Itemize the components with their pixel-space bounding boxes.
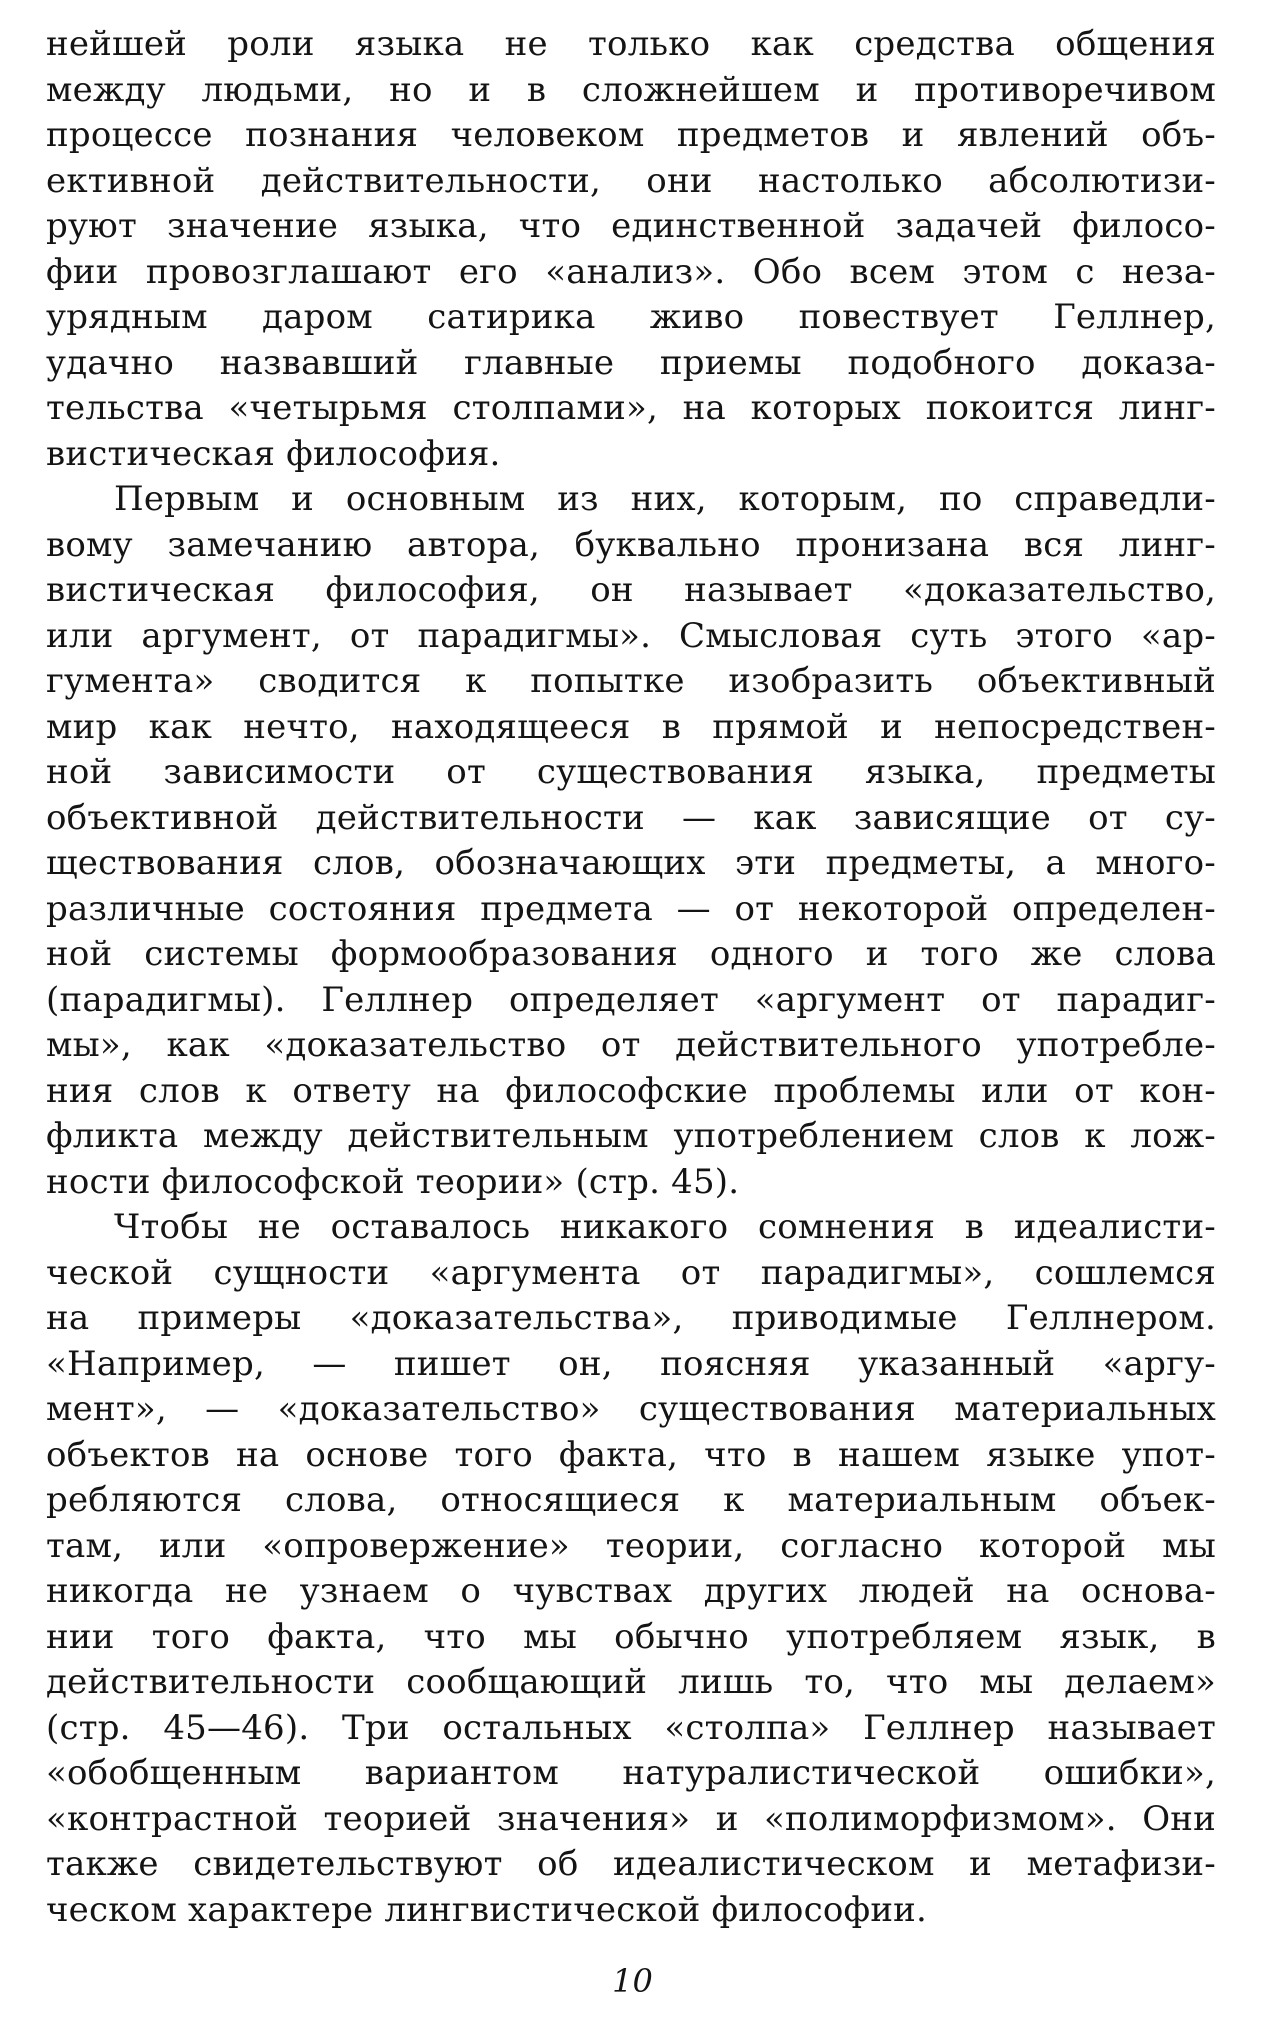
text-line: «контрастной теорией значения» и «полиморфизмом». Они	[46, 1798, 1216, 1839]
text-line: фликта между действительным употреблением слов к лож-	[46, 1116, 1216, 1156]
text-line: (стр. 45—46). Три остальных «столпа» Геллнер называет	[46, 1707, 1216, 1748]
text-line: вистическая философия, он называет «доказательство,	[46, 570, 1216, 610]
text-line: ности философской теории» (стр. 45).	[46, 1161, 740, 1202]
text-line: нии того факта, что мы обычно употребляем язык, в	[46, 1616, 1216, 1657]
text-line: «Например, — пишет он, поясняя указанный «аргу-	[46, 1343, 1216, 1384]
text-line: вистическая философия.	[46, 433, 501, 474]
text-line: ективной действительности, они настолько абсолютизи-	[46, 160, 1216, 201]
text-line: Чтобы не оставалось никакого сомнения в идеалисти-	[114, 1207, 1216, 1247]
text-line: ческом характере лингвистической философии.	[46, 1889, 928, 1930]
text-line: ной системы формообразования одного и того же слова	[46, 934, 1216, 974]
text-line: объектов на основе того факта, что в нашем языке упот-	[46, 1434, 1216, 1475]
text-line: фии провозглашают его «анализ». Обо всем этом с неза-	[46, 251, 1216, 292]
text-line: мир как нечто, находящееся в прямой и непосредствен-	[46, 706, 1216, 747]
text-line: действительности сообщающий лишь то, что мы делаем»	[46, 1662, 1216, 1702]
text-line: ческой сущности «аргумента от парадигмы», сошлемся	[46, 1252, 1216, 1293]
text-line: нейшей роли языка не только как средства общения	[46, 24, 1216, 64]
text-line: также свидетельствуют об идеалистическом и метафизи-	[46, 1844, 1216, 1884]
paragraph-3	[46, 1205, 1216, 1933]
text-line: ребляются слова, относящиеся к материальным объек-	[46, 1480, 1216, 1520]
text-line: руют значение языка, что единственной задачей филосо-	[46, 206, 1216, 246]
text-line: Первым и основным из них, которым, по справедли-	[114, 479, 1216, 519]
text-line: различные состояния предмета — от некоторой определен-	[46, 888, 1216, 929]
paragraph-1	[46, 22, 1216, 477]
text-line: удачно назвавший главные приемы подобного доказа-	[46, 342, 1216, 383]
text-line: там, или «опровержение» теории, согласно которой мы	[46, 1525, 1216, 1566]
text-line: ществования слов, обозначающих эти предметы, а много-	[46, 843, 1216, 883]
text-line: мент», — «доказательство» существования материальных	[46, 1389, 1216, 1429]
text-line: урядным даром сатирика живо повествует Геллнер,	[46, 297, 1216, 337]
text-line: на примеры «доказательства», приводимые Геллнером.	[46, 1298, 1216, 1338]
text-line: тельства «четырьмя столпами», на которых покоится линг-	[46, 388, 1216, 428]
text-line: ной зависимости от существования языка, предметы	[46, 752, 1216, 792]
text-line: «обобщенным вариантом натуралистической ошибки»,	[46, 1753, 1216, 1793]
text-line: (парадигмы). Геллнер определяет «аргумент от парадиг-	[46, 979, 1216, 1020]
text-line: гумента» сводится к попытке изобразить объективный	[46, 661, 1216, 701]
text-line: вому замечанию автора, буквально пронизана вся линг-	[46, 524, 1216, 565]
text-line: процессе познания человеком предметов и явлений объ-	[46, 115, 1216, 155]
text-line: между людьми, но и в сложнейшем и противоречивом	[46, 69, 1216, 110]
text-line: никогда не узнаем о чувствах других людей на основа-	[46, 1571, 1216, 1611]
text-line: мы», как «доказательство от действительного употребле-	[46, 1025, 1216, 1065]
text-line: или аргумент, от парадигмы». Смысловая суть этого «ар-	[46, 615, 1216, 656]
page-body	[46, 22, 1216, 1933]
page-number: 10	[612, 1962, 653, 2000]
text-line: объективной действительности — как зависящие от су-	[46, 797, 1216, 838]
text-line: ния слов к ответу на философские проблемы или от кон-	[46, 1070, 1216, 1111]
paragraph-2	[46, 477, 1216, 1205]
